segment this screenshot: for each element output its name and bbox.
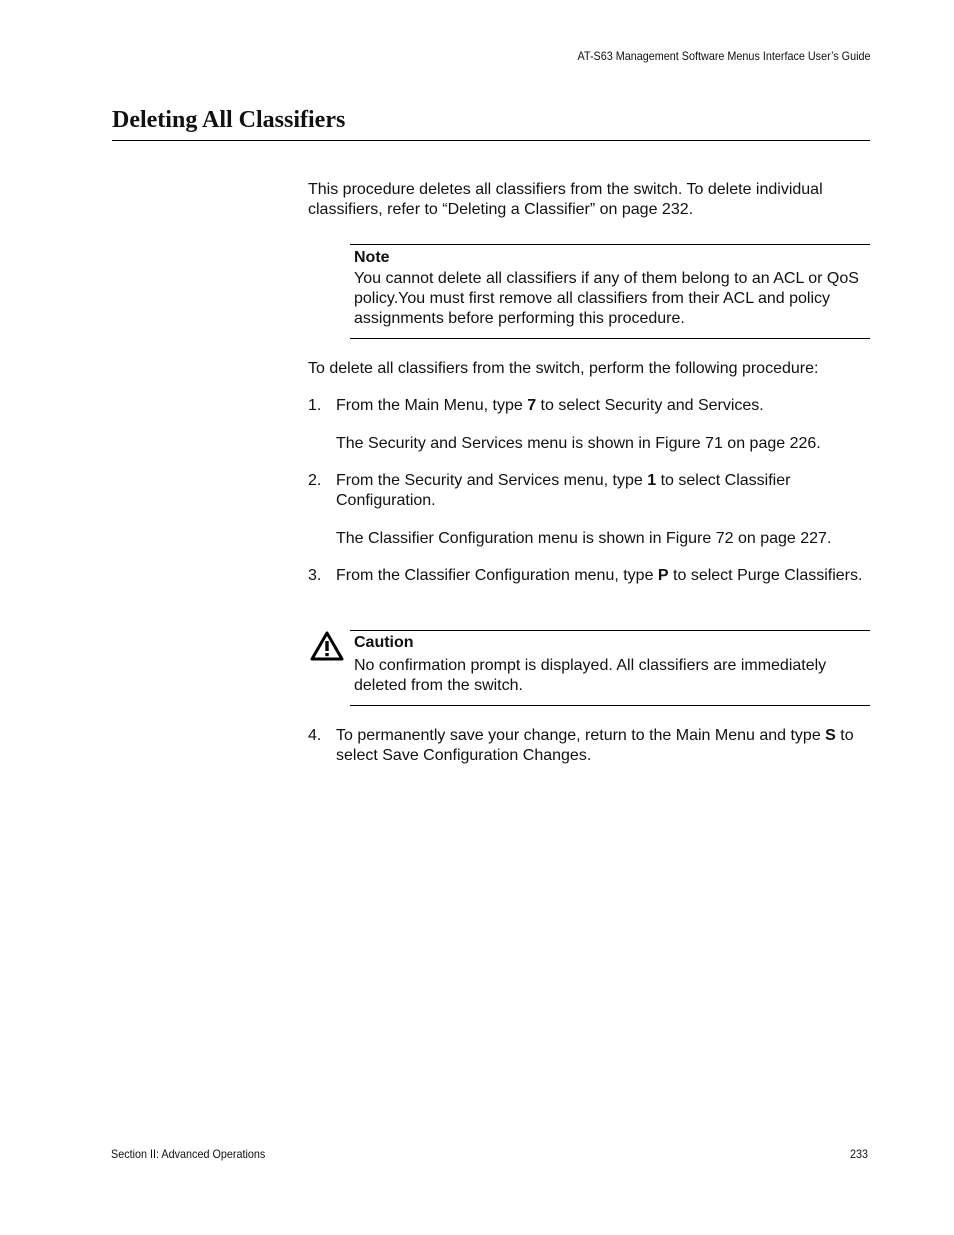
footer-section: Section II: Advanced Operations: [111, 1147, 266, 1161]
caution-body: No confirmation prompt is displayed. All classifiers are immediately deleted from the switch.: [354, 657, 827, 694]
step-number: 2.: [308, 472, 322, 489]
step-text: From the Classifier Configuration menu, type P to select Purge Classifiers.: [336, 567, 863, 584]
title-rule: [112, 140, 870, 141]
note-top-rule: [350, 244, 870, 245]
caution-top-rule: [350, 630, 870, 631]
warning-triangle-icon: [310, 631, 344, 666]
step-key: S: [825, 727, 836, 744]
note-heading: Note: [354, 249, 390, 266]
step-key: P: [657, 567, 669, 584]
step-result: The Security and Services menu is shown in Figure 71 on page 226.: [336, 435, 821, 452]
caution-heading: Caution: [354, 634, 414, 651]
procedure-lead-in: To delete all classifiers from the switch, perform the following procedure:: [308, 360, 819, 377]
step-text: To permanently save your change, return to the Main Menu and type S to select Save Configuration Changes.: [336, 727, 854, 764]
step-number: 1.: [308, 397, 322, 414]
caution-bottom-rule: [350, 705, 870, 706]
step-number: 4.: [308, 727, 322, 744]
step-text: From the Security and Services menu, type 1 to select Classifier Configuration.: [336, 472, 791, 509]
note-bottom-rule: [350, 338, 870, 339]
step-key: 7: [527, 397, 537, 414]
intro-paragraph: This procedure deletes all classifiers from the switch. To delete individual classifiers, refer to “Deleting a Classifier” on page 232.: [308, 181, 823, 218]
step-number: 3.: [308, 567, 322, 584]
note-body: You cannot delete all classifiers if any of them belong to an ACL or QoS policy.You must first remove all classifiers from their ACL and policy assignments before performing this procedure.: [354, 270, 859, 327]
step-result: The Classifier Configuration menu is shown in Figure 72 on page 227.: [336, 530, 832, 547]
step-text: From the Main Menu, type 7 to select Security and Services.: [336, 397, 764, 414]
section-title: Deleting All Classifiers: [112, 107, 346, 133]
page-number: 233: [849, 1147, 868, 1161]
running-header: AT-S63 Management Software Menus Interface User’s Guide: [577, 49, 870, 63]
step-key: 1: [647, 472, 657, 489]
